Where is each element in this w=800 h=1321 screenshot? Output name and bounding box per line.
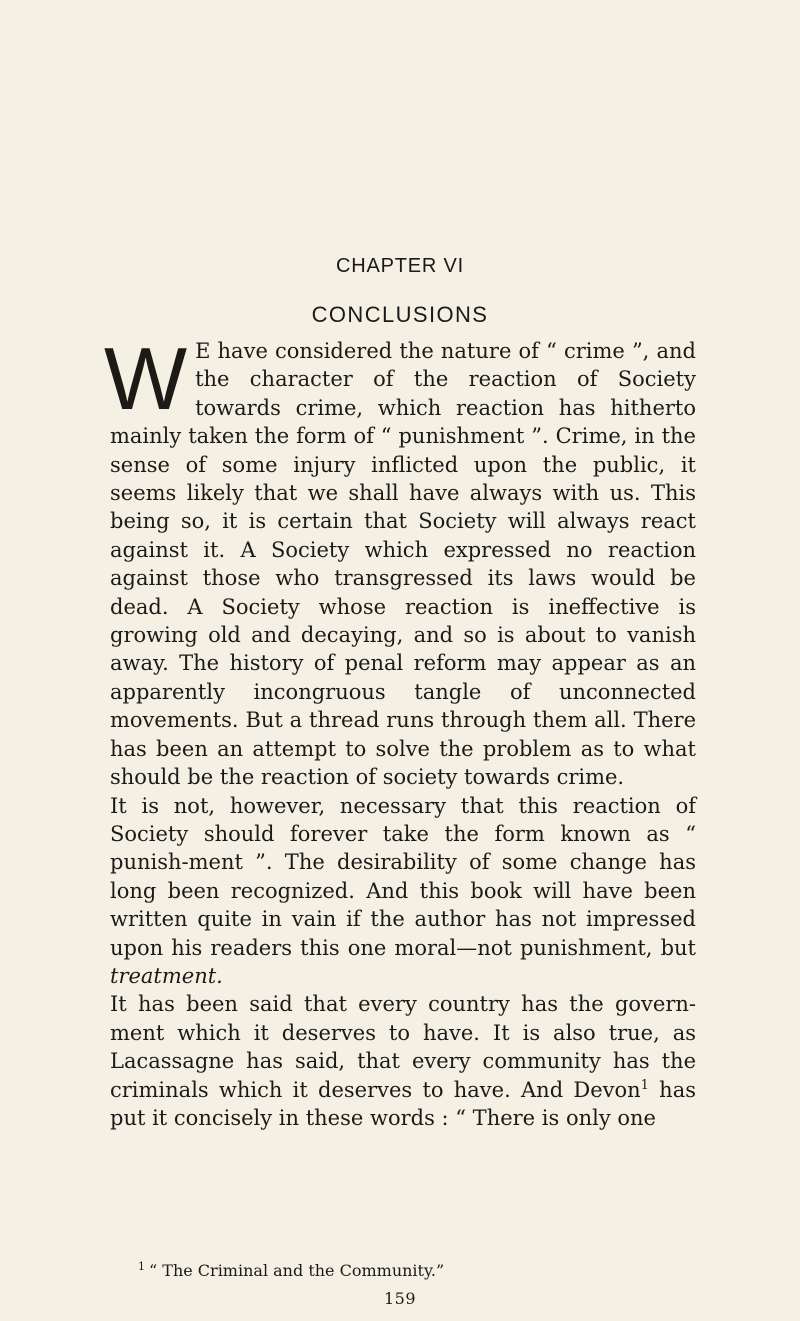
body-text xyxy=(104,329,697,1132)
footnote xyxy=(138,1261,738,1281)
paragraph-1 xyxy=(104,329,696,792)
emphasis-treatment: treatment. xyxy=(110,963,223,988)
paragraph-2 xyxy=(110,792,696,991)
drop-cap: W xyxy=(104,329,188,428)
footnote-text: “ The Criminal and the Community.” xyxy=(149,1261,445,1280)
paragraph-3-text-a: It has been said that every country has the govern-ment which it deserves to have. It is also true, as Lacassagne has said, that every community has the criminals which it deserves to have. And Devon xyxy=(110,992,696,1102)
paragraph-2-text: It is not, however, necessary that this reaction of Society should forever take the form known as “ punish-ment ”. The desirability of some change has long been recognized. And this book will have been written quite in vain if the author has not impressed upon his readers this one moral—not punishment, but xyxy=(110,793,696,960)
chapter-title: CONCLUSIONS xyxy=(311,302,489,327)
footnote-reference[interactable]: 1 xyxy=(640,1077,649,1093)
paragraph-3-text-b: has put it concisely in these words : “ There is only one xyxy=(110,1077,697,1130)
chapter-number: CHAPTER VI xyxy=(335,255,465,277)
page-number: 159 xyxy=(383,1289,417,1308)
paragraph-3 xyxy=(110,990,696,1132)
footnote-mark: 1 xyxy=(138,1259,145,1273)
paragraph-1-text: E have considered the nature of “ crime ”, and the character of the reaction of Society towards crime, which reaction has hitherto mainly taken the form of “ punishment ”. Crime, in the sense of some injury inflicted upon the public, it seems likely that we shall have always with us. This being so, it is certain that Society will always react against it. A Society which expressed no reaction against those who transgressed its laws would be dead. A Society whose reaction is ineffective is growing old and decaying, and so is about to vanish away. The history of penal reform may appear as an apparently incongruous tangle of unconnected movements. But a thread runs through them all. There has been an attempt to solve the problem as to what should be the reaction of society towards crime. xyxy=(110,339,696,790)
